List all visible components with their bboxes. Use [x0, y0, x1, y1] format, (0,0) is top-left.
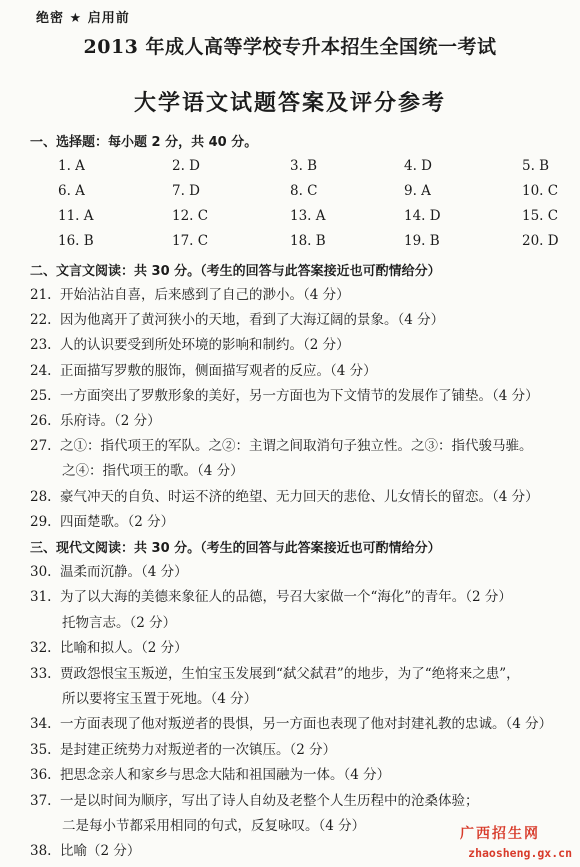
answer-text: 贾政怨恨宝玉叛逆，生怕宝玉发展到“弑父弑君”的地步，为了“绝将来之患”，: [60, 665, 520, 682]
classical-answer-line: [30, 359, 377, 379]
modern-answer-line: [30, 560, 188, 580]
answer-text: 把思念亲人和家乡与思念大陆和祖国融为一体。（4 分）: [60, 767, 391, 784]
modern-answer-line: [30, 839, 140, 859]
answer-number: 36.: [30, 767, 52, 784]
document-subtitle: 大学语文试题答案及评分参考: [133, 91, 446, 116]
choice-answer: 10. C: [522, 183, 559, 199]
watermark-site-name: 广西招生网: [460, 826, 540, 842]
section-heading-choice: 一、选择题：每小题 2 分，共 40 分。: [30, 135, 258, 150]
answer-text: 开始沾沾自喜，后来感到了自己的渺小。（4 分）: [60, 287, 350, 303]
choice-answer: 5. B: [522, 158, 550, 174]
answer-text: 因为他离开了黄河狭小的天地，看到了大海辽阔的景象。（4 分）: [60, 312, 445, 329]
choice-answer: 1. A: [58, 158, 85, 174]
answer-number: 30.: [30, 564, 52, 580]
answer-number: 26.: [30, 413, 52, 429]
answer-text: 一方面突出了罗敷形象的美好，另一方面也为下文情节的发展作了铺垫。（4 分）: [60, 387, 539, 404]
choice-answer: 11. A: [58, 208, 94, 224]
answer-number: 33.: [30, 665, 52, 682]
answer-number: 31.: [30, 589, 52, 606]
choice-answer: 18. B: [290, 233, 326, 249]
modern-answer-line: [30, 789, 479, 809]
modern-answer-line: [30, 662, 520, 682]
answer-text: 比喻（2 分）: [60, 843, 141, 860]
choice-row: [0, 233, 580, 255]
classical-answer-line: [30, 333, 350, 353]
modern-answer-line: [30, 712, 552, 732]
modern-answer-line: 二是每小节都采用相同的句式，反复咏叹。（4 分）: [62, 818, 366, 834]
section-heading-modern: 三、现代文阅读：共 30 分。（考生的回答与此答案接近也可酌情给分）: [30, 541, 441, 556]
choice-answer: 3. B: [290, 158, 318, 174]
choice-row: [0, 158, 580, 180]
choice-answer: 12. C: [172, 208, 209, 224]
classical-answer-line: [30, 308, 444, 328]
choice-answer: 7. D: [172, 183, 200, 199]
answer-text: 温柔而沉静。（4 分）: [60, 564, 188, 580]
answer-number: 25.: [30, 387, 52, 404]
choice-answer: 13. A: [290, 208, 326, 224]
classical-answer-line: [30, 384, 539, 404]
answer-text: 人的认识要受到所处环境的影响和制约。（2 分）: [60, 337, 350, 354]
answer-number: 34.: [30, 716, 52, 733]
classical-answer-line: [30, 510, 174, 530]
answer-number: 28.: [30, 488, 52, 505]
choice-answer: 20. D: [522, 233, 559, 249]
exam-title: 2013 年成人高等学校专升本招生全国统一考试: [83, 36, 497, 58]
choice-answer: 17. C: [172, 233, 209, 249]
choice-answer: 14. D: [404, 208, 441, 224]
answer-number: 21.: [30, 287, 52, 303]
modern-answer-line: [30, 585, 512, 605]
modern-answer-line: [30, 738, 336, 758]
choice-row: [0, 208, 580, 230]
choice-row: [0, 183, 580, 205]
modern-answer-line: [30, 763, 390, 783]
answer-text: 四面楚歌。（2 分）: [60, 513, 175, 530]
answer-text: 比喻和拟人。（2 分）: [60, 640, 188, 657]
classical-answer-line: 之④：指代项王的歌。（4 分）: [62, 463, 244, 480]
answer-text: 为了以大海的美德来象征人的品德，号召大家做一个“海化”的青年。（2 分）: [60, 589, 512, 606]
choice-answer: 16. B: [58, 233, 94, 249]
section-heading-classical: 二、文言文阅读：共 30 分。（考生的回答与此答案接近也可酌情给分）: [30, 264, 441, 279]
answer-number: 35.: [30, 741, 52, 758]
choice-answer: 8. C: [290, 183, 318, 199]
modern-answer-line: [30, 636, 188, 656]
choice-answer: 4. D: [404, 158, 432, 174]
choice-answer: 9. A: [404, 183, 431, 199]
classical-answer-line: [30, 485, 539, 505]
answer-text: 豪气冲天的自负、时运不济的绝望、无力回天的悲伧、儿女情长的留恋。（4 分）: [60, 488, 539, 505]
answer-number: 32.: [30, 640, 52, 657]
choice-answer: 19. B: [404, 233, 440, 249]
confidential-label: 绝密 ★ 启用前: [36, 11, 130, 26]
modern-answer-line: 所以要将宝玉置于死地。（4 分）: [62, 691, 258, 707]
classical-answer-line: [30, 283, 350, 303]
modern-answer-line: 托物言志。（2 分）: [62, 614, 177, 631]
answer-number: 22.: [30, 312, 52, 329]
answer-text: 是封建正统势力对叛逆者的一次镇压。（2 分）: [60, 741, 337, 758]
answer-number: 29.: [30, 513, 52, 530]
answer-number: 23.: [30, 337, 52, 354]
answer-text: 一方面表现了他对叛逆者的畏惧，另一方面也表现了他对封建礼教的忠诚。（4 分）: [60, 716, 553, 733]
answer-text: 正面描写罗敷的服饰，侧面描写观者的反应。（4 分）: [60, 362, 377, 379]
choice-answer: 6. A: [58, 183, 85, 199]
answer-number: 27.: [30, 438, 52, 455]
choice-answer: 2. D: [172, 158, 200, 174]
answer-number: 24.: [30, 362, 52, 379]
answer-number: 38.: [30, 843, 52, 860]
classical-answer-line: [30, 409, 161, 429]
answer-number: 37.: [30, 792, 52, 809]
watermark-site-url: zhaosheng.gx.cn: [468, 846, 572, 860]
choice-answer: 15. C: [522, 208, 559, 224]
answer-text: 一是以时间为顺序，写出了诗人自幼及老整个人生历程中的沧桑体验；: [60, 792, 479, 809]
answer-text: 之①：指代项王的军队。之②：主谓之间取消句子独立性。之③：指代骏马骓。: [60, 438, 533, 455]
classical-answer-line: [30, 434, 533, 454]
answer-text: 乐府诗。（2 分）: [60, 413, 161, 429]
